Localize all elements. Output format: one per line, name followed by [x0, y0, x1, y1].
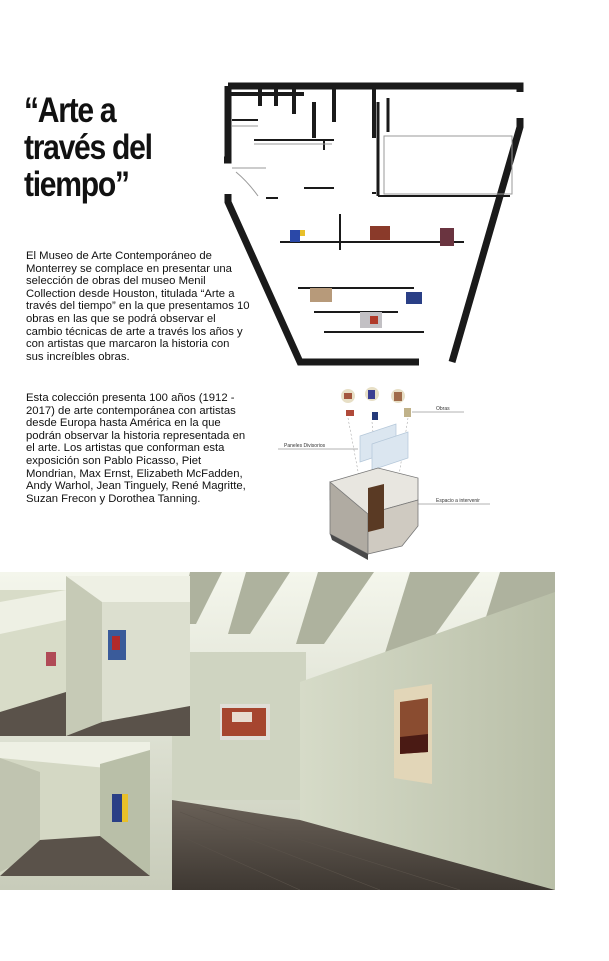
title-line-3: tiempo”: [24, 165, 129, 204]
artists-paragraph: Esta colección presenta 100 años (1912 - 2017) de arte contemporánea con artistas desde Europa hasta América en la que podrán observar la historia representada en el arte. Los artistas que conforman esta exposición son Pablo Picasso, Piet Mondrian, Max Ernst, Elizabeth McFadden, Andy Warhol, Jean Tinguely, René Magritte, Suzan Frecon y Dorothea Tanning.: [26, 392, 246, 505]
label-obras: Obras: [436, 406, 450, 412]
page-title: [24, 92, 196, 203]
title-line-1: “Arte a: [24, 91, 116, 130]
label-paneles: Paneles Divisorios: [284, 443, 326, 449]
intro-paragraph: El Museo de Arte Contemporáneo de Monterrey se complace en presentar una selección de obras del museo Menil Collection desde Houston, titulada “Arte a través del tiempo” en la que presentamos 10 obras en las que se podrá observar el cambio técnicas de arte a través los años y con artistas que marcaron la historia con sus increíbles obras.: [26, 250, 250, 363]
exploded-diagram: [268, 378, 504, 570]
floor-plan: [214, 82, 530, 368]
gallery-renders: [0, 572, 555, 890]
title-line-2: través del: [24, 128, 152, 167]
label-espacio: Espacio a intervenir: [436, 498, 480, 504]
